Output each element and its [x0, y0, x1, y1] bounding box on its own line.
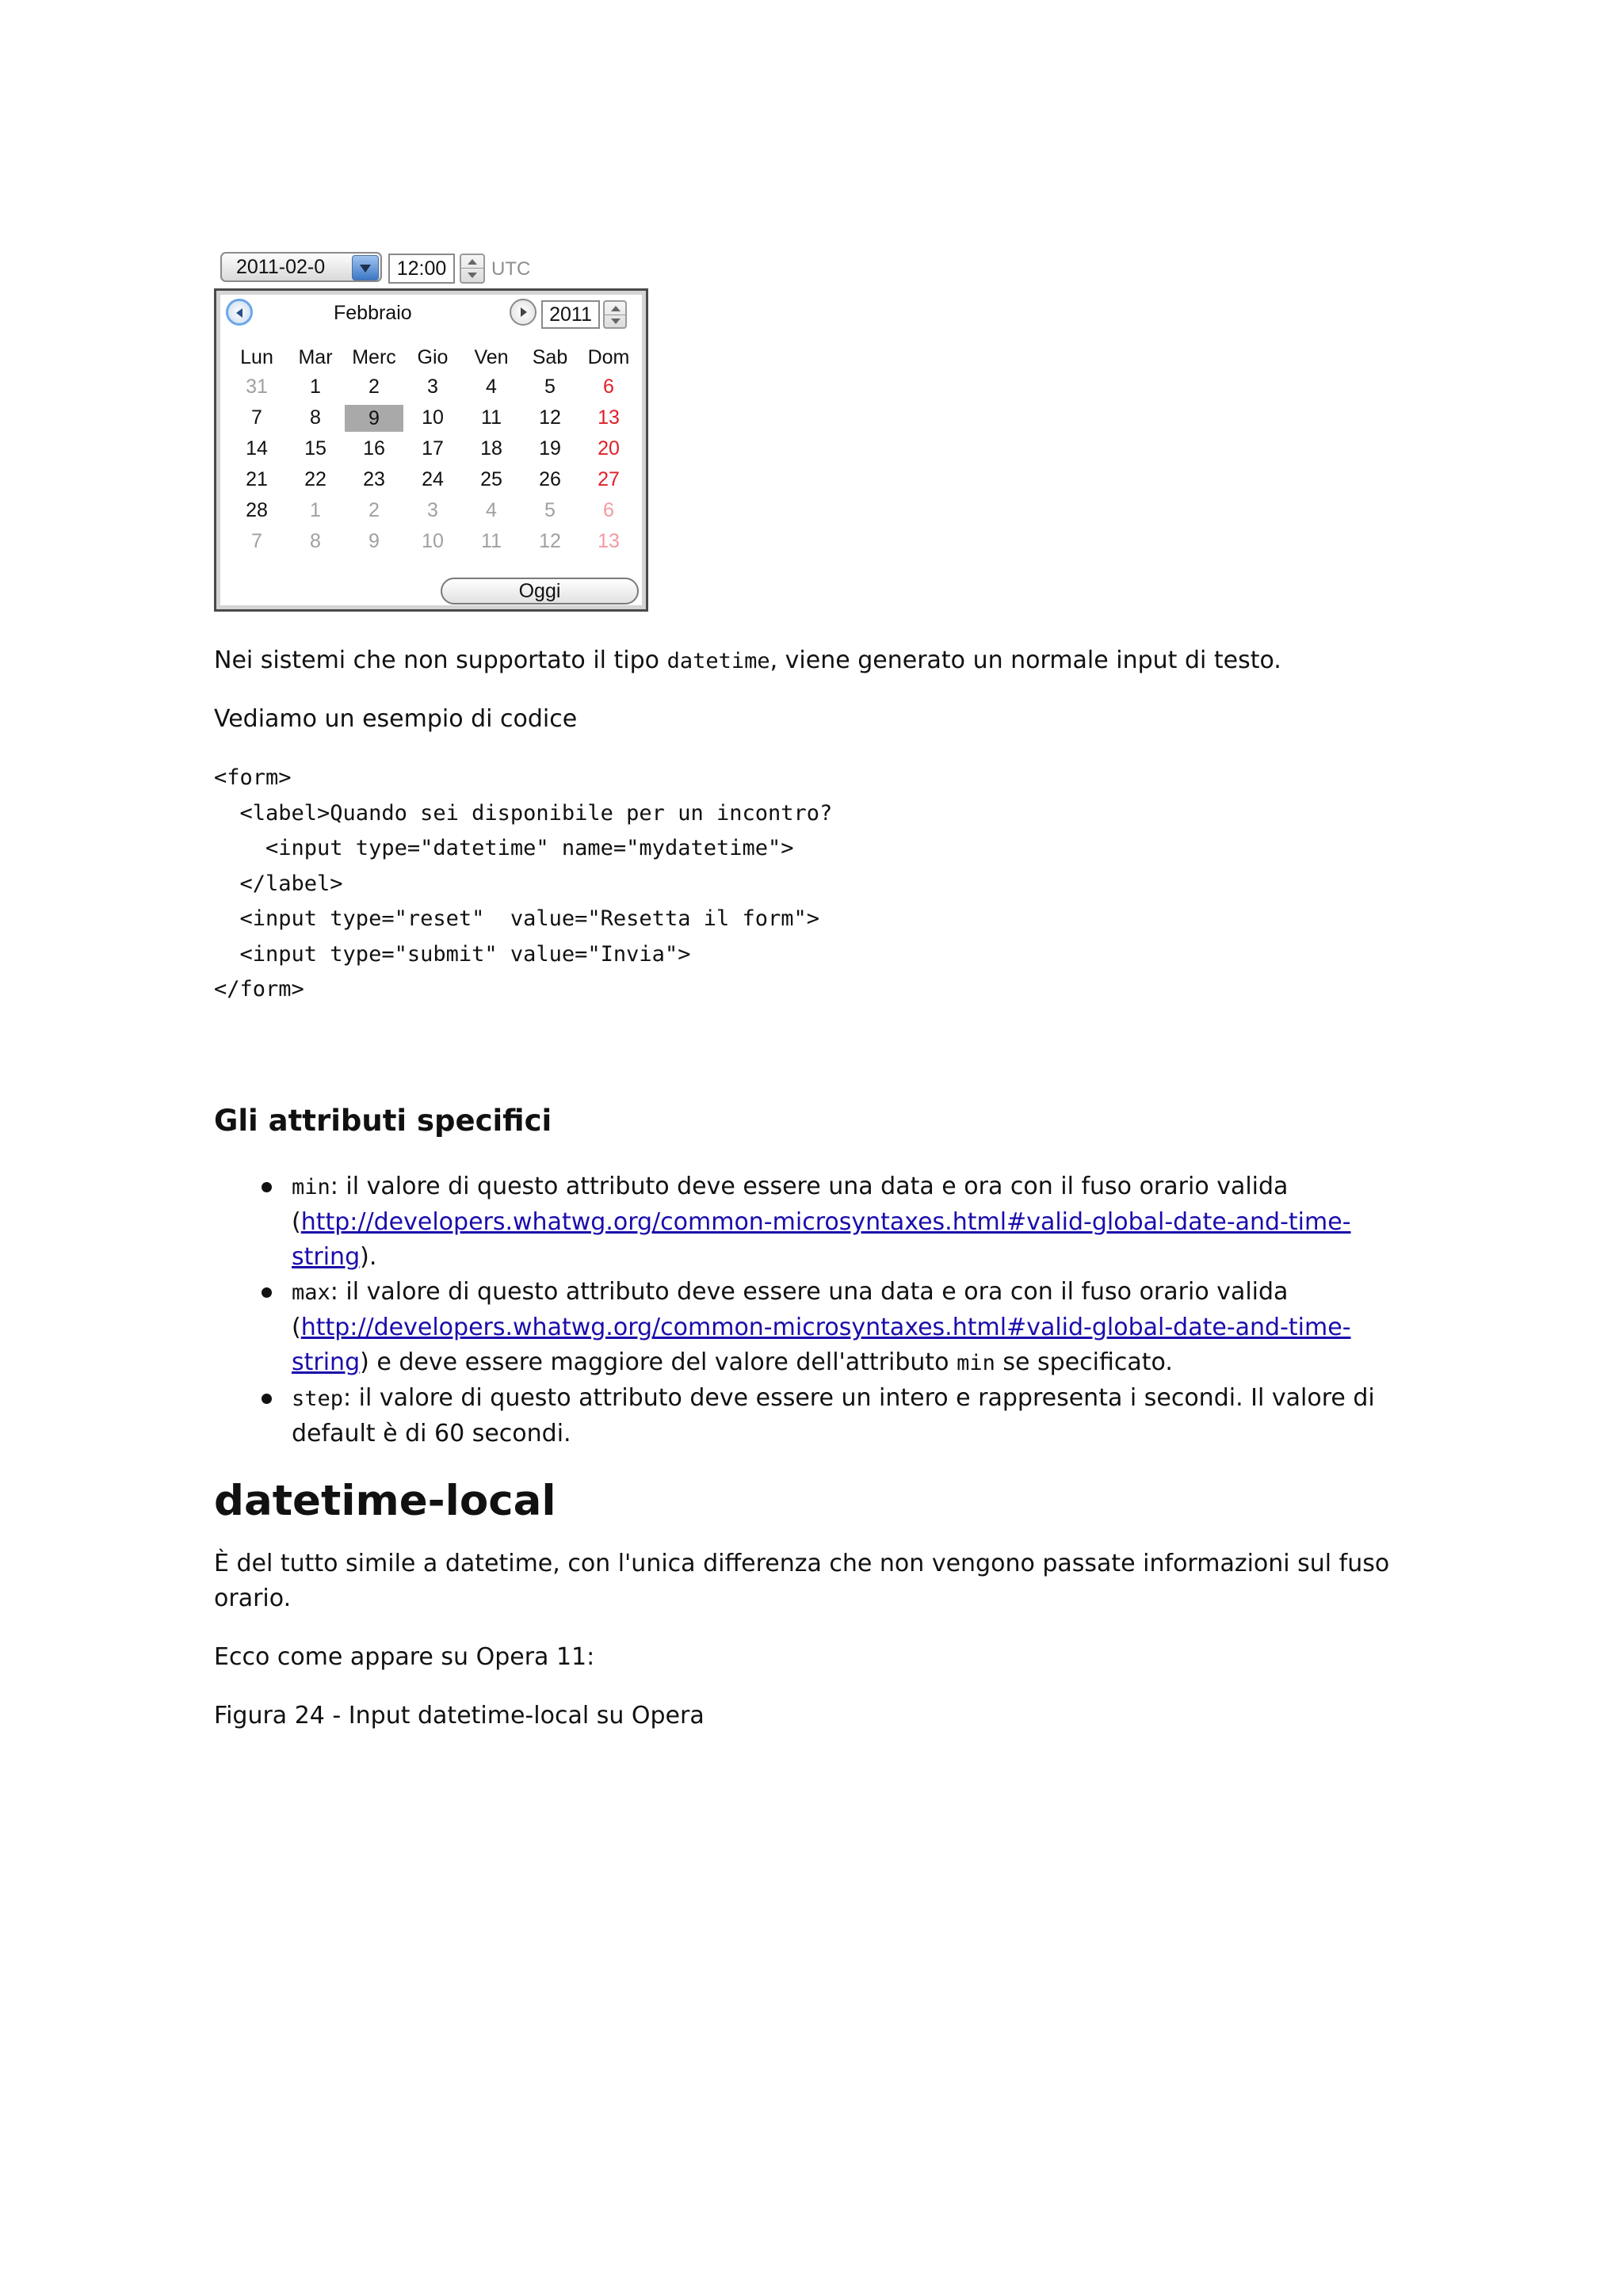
calendar-day[interactable]: 3: [427, 376, 438, 398]
section-heading-datetime-local: datetime-local: [214, 1477, 556, 1525]
calendar-day[interactable]: 8: [310, 406, 321, 429]
calendar-day[interactable]: 14: [246, 437, 268, 460]
code-block: [214, 761, 832, 1008]
calendar-popup: [214, 288, 648, 612]
calendar-day[interactable]: 6: [603, 376, 614, 398]
paragraph-description: [214, 1547, 1389, 1616]
calendar-day-selected[interactable]: [345, 402, 403, 433]
date-input-value: 2011-02-0: [236, 256, 326, 278]
calendar-day[interactable]: 11: [481, 530, 502, 552]
calendar-day[interactable]: 16: [363, 437, 385, 460]
inline-code: max: [292, 1280, 330, 1305]
year-input-value: 2011: [549, 303, 592, 326]
weekday-label: Lun: [240, 345, 273, 368]
calendar-day[interactable]: 6: [603, 499, 614, 521]
today-button[interactable]: Oggi: [441, 578, 639, 605]
list-item-min: min: il valore di questo attributo deve essere una data e ora con il fuso orario valida (http://developers.whatwg.org/common-microsyntaxes.html#valid-global-date-and-time- string).: [214, 1169, 1403, 1275]
code-line: <input type="submit" value="Invia">: [214, 941, 691, 967]
calendar-day[interactable]: 10: [422, 406, 444, 429]
code-line: <input type="reset" value="Resetta il form">: [214, 906, 820, 931]
calendar-day[interactable]: 10: [422, 530, 444, 552]
text: orario.: [214, 1585, 292, 1612]
calendar-day[interactable]: 12: [539, 406, 561, 429]
calendar-day[interactable]: 24: [422, 468, 444, 490]
weekday-header-row: [227, 343, 638, 372]
calendar-day[interactable]: 1: [310, 499, 321, 521]
code-line: <label>Quando sei disponibile per un incontro?: [214, 800, 833, 826]
arrow-up-icon: [609, 304, 622, 312]
calendar-day[interactable]: 26: [539, 468, 561, 490]
paragraph-example-intro: Vediamo un esempio di codice: [214, 705, 578, 733]
link-text: string: [292, 1348, 361, 1376]
time-stepper[interactable]: [460, 254, 485, 284]
text: ).: [360, 1243, 377, 1271]
next-month-button[interactable]: [510, 299, 537, 326]
chevron-down-icon: [357, 261, 373, 277]
previous-month-button[interactable]: [226, 299, 253, 326]
weekday-label: Ven: [474, 345, 509, 368]
calendar-day[interactable]: 31: [246, 376, 268, 398]
link-text: http://developers.whatwg.org/common-microsyntaxes.html#valid-global-date-and-time-: [300, 1208, 1351, 1236]
text: : il valore di questo attributo deve essere un intero e rappresenta i secondi. Il valore di: [343, 1384, 1375, 1412]
weekday-label: Merc: [352, 345, 396, 368]
figure-caption: Figura 24 - Input datetime-local su Opera: [214, 1702, 705, 1730]
list-item-max: max: il valore di questo attributo deve essere una data e ora con il fuso orario valida (http://developers.whatwg.org/common-microsyntaxes.html#valid-global-date-and-time- string) e deve essere maggiore del valore dell'attributo min se specificato.: [214, 1275, 1403, 1381]
text: default è di 60 secondi.: [292, 1420, 571, 1447]
calendar-day[interactable]: 19: [539, 437, 561, 460]
calendar-day[interactable]: 5: [544, 376, 556, 398]
calendar-day[interactable]: 8: [310, 530, 321, 552]
inline-code: min: [292, 1175, 330, 1199]
calendar-day[interactable]: 17: [422, 437, 444, 460]
paragraph-opera: Ecco come appare su Opera 11:: [214, 1643, 595, 1671]
code-line: <form>: [214, 765, 292, 790]
list-item-step: [214, 1381, 1403, 1451]
inline-code: min: [957, 1351, 995, 1375]
inline-code: step: [292, 1386, 344, 1411]
calendar-week-row: [227, 464, 638, 495]
calendar-day[interactable]: 27: [598, 468, 620, 490]
inline-code: datetime: [666, 649, 770, 673]
calendar-day[interactable]: 2: [369, 499, 380, 521]
link-text: string: [292, 1243, 361, 1271]
calendar-week-row: [227, 402, 638, 433]
weekday-label: Sab: [532, 345, 568, 368]
calendar-day[interactable]: 4: [486, 499, 497, 521]
calendar-day[interactable]: 22: [304, 468, 327, 490]
datetime-widget-screenshot: [214, 247, 648, 612]
code-line: <input type="datetime" name="mydatetime">: [214, 836, 794, 860]
calendar-day[interactable]: 9: [369, 530, 380, 552]
text: Nei sistemi che non supportato il tipo: [214, 646, 667, 674]
paragraph-fallback: [214, 643, 1281, 679]
arrow-up-icon: [466, 257, 479, 265]
link-text: http://developers.whatwg.org/common-microsyntaxes.html#valid-global-date-and-time-: [300, 1314, 1351, 1341]
calendar-day[interactable]: 18: [480, 437, 502, 460]
year-stepper[interactable]: [603, 300, 627, 329]
calendar-week-row: [227, 372, 638, 402]
time-input[interactable]: [388, 254, 455, 284]
text: , viene generato un normale input di testo.: [769, 646, 1281, 674]
calendar-week-row: [227, 495, 638, 526]
arrow-down-icon: [609, 318, 622, 326]
calendar-day[interactable]: 11: [481, 406, 502, 429]
text: ) e deve essere maggiore del valore dell'attributo: [360, 1348, 957, 1376]
calendar-day[interactable]: 7: [251, 406, 262, 429]
section-heading-attributes: Gli attributi specifici: [214, 1104, 552, 1138]
attribute-list: [214, 1169, 1403, 1451]
calendar-grid: [227, 343, 638, 557]
weekday-label: Dom: [587, 345, 630, 368]
calendar-day[interactable]: 25: [480, 468, 502, 490]
text: È del tutto simile a datetime, con l'unica differenza che non vengono passate informazioni sul fuso: [214, 1550, 1390, 1577]
month-label: Febbraio: [334, 302, 412, 324]
calendar-day[interactable]: 13: [598, 530, 620, 552]
calendar-week-row: [227, 526, 638, 557]
calendar-day[interactable]: 3: [427, 499, 438, 521]
calendar-day[interactable]: 5: [544, 499, 556, 521]
calendar-week-row: [227, 433, 638, 464]
calendar-day[interactable]: 13: [598, 406, 620, 429]
calendar-day[interactable]: 21: [246, 468, 268, 490]
text: : il valore di questo attributo deve essere una data e ora con il fuso orario valida: [330, 1278, 1289, 1306]
calendar-day[interactable]: 23: [363, 468, 385, 490]
date-input[interactable]: [220, 252, 382, 282]
arrow-left-icon: [234, 307, 246, 319]
arrow-right-icon: [517, 306, 529, 318]
calendar-day[interactable]: 12: [539, 530, 561, 552]
code-line: </label>: [214, 871, 343, 896]
time-input-value: 12:00: [396, 257, 447, 280]
calendar-day[interactable]: 15: [304, 437, 327, 460]
year-input[interactable]: [541, 300, 600, 329]
spec-link[interactable]: [292, 1208, 1351, 1271]
code-line: </form>: [214, 977, 304, 1001]
calendar-day[interactable]: 7: [251, 530, 262, 552]
calendar-day[interactable]: 2: [369, 376, 380, 398]
calendar-day[interactable]: 1: [310, 376, 321, 398]
date-dropdown-button[interactable]: [352, 255, 379, 280]
calendar-day[interactable]: 28: [246, 499, 268, 521]
calendar-day[interactable]: 20: [598, 437, 620, 460]
weekday-label: Gio: [417, 345, 449, 368]
selected-day-label: 9: [345, 405, 403, 432]
timezone-label: UTC: [491, 258, 531, 280]
text: se specificato.: [995, 1348, 1173, 1376]
weekday-label: Mar: [298, 345, 333, 368]
text: : il valore di questo attributo deve essere una data e ora con il fuso orario valida: [330, 1173, 1289, 1200]
calendar-day[interactable]: 4: [486, 376, 497, 398]
arrow-down-icon: [466, 272, 479, 280]
